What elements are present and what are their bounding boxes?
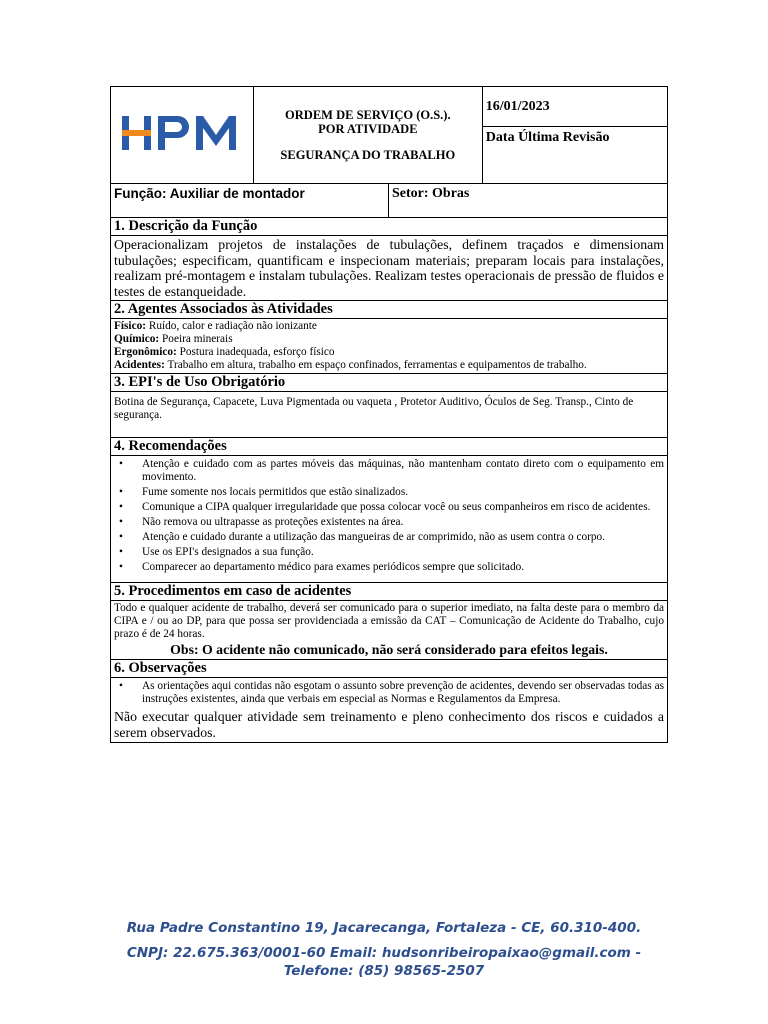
section-text: Não executar qualquer atividade sem treinamento e pleno conhecimento dos riscos e cuidados a serem observados. [114, 709, 664, 740]
revision-label: Data Última Revisão [485, 130, 610, 145]
bullet-icon: • [119, 501, 123, 513]
obs-note: Obs: O acidente não comunicado, não será considerado para efeitos legais. [170, 642, 608, 657]
list-item: • Comparecer ao departamento médico para exames periódicos sempre que solicitado. [119, 561, 525, 573]
title-cell [253, 87, 482, 184]
agent-label: Acidentes: [114, 359, 165, 371]
os-document [110, 86, 668, 743]
agent-value: Poeira minerais [159, 333, 233, 345]
section-title: 6. Observações [111, 660, 667, 678]
bullet-icon: • [119, 546, 123, 558]
agent-label: Ergonômico: [114, 346, 177, 358]
list-item: • Não remova ou ultrapasse as proteções existentes na área. [119, 516, 404, 528]
section-text: Todo e qualquer acidente de trabalho, deverá ser comunicado para o superior imediato, na falta deste para o membro da CIPA e / ou ao DP, para que possa ser providenciada a emissão da CAT – Comunicação de Acidente do Trabalho, cujo prazo é de 24 horas. [114, 602, 664, 640]
bullet-icon: • [119, 680, 123, 692]
section-text: Botina de Segurança, Capacete, Luva Pigmentada ou vaqueta , Protetor Auditivo, Óculos de Seg. Transp., Cinto de segurança. [114, 396, 634, 421]
list-item: • Use os EPI's designados a sua função. [119, 546, 314, 558]
section-title: 5. Procedimentos em caso de acidentes [111, 583, 667, 601]
list-item: • Comunique a CIPA qualquer irregularidade que possa colocar você ou seus companheiros em risco de acidentes. [119, 501, 651, 513]
section-recomendacoes [110, 438, 668, 583]
bullet-icon: • [119, 531, 123, 543]
issue-date: 16/01/2023 [483, 87, 667, 127]
agentes-list [111, 319, 667, 373]
section-observacoes [110, 660, 668, 743]
footer-contact: CNPJ: 22.675.363/0001-60 Email: hudsonribeiropaixao@gmail.com - [126, 945, 642, 961]
observacoes-body [111, 678, 667, 742]
bullet-icon: • [119, 561, 123, 573]
section-title: 4. Recomendações [111, 438, 667, 456]
section-agentes [110, 301, 668, 374]
setor-field: Setor: Obras [392, 186, 470, 201]
section-epis [110, 374, 668, 438]
procedimentos-body [111, 601, 667, 659]
agent-value: Ruído, calor e radiação não ionizante [146, 320, 317, 332]
logo-cell [111, 87, 254, 184]
section-procedimentos [110, 583, 668, 660]
list-item: • Atenção e cuidado com as partes móveis das máquinas, não mantenham contato direto com o equipamento em movimento. [119, 458, 664, 483]
footer-phone: Telefone: (85) 98565-2507 [283, 963, 485, 979]
list-item: • Atenção e cuidado durante a utilização das mangueiras de ar comprimido, não as usem contra o corpo. [119, 531, 605, 543]
agent-item [114, 320, 664, 333]
title-line-3: SEGURANÇA DO TRABALHO [280, 148, 456, 162]
bullet-icon: • [119, 516, 123, 528]
agent-label: Físico: [114, 320, 146, 332]
date-cell [482, 87, 667, 184]
agent-label: Químico: [114, 333, 160, 345]
section-title: 1. Descrição da Função [111, 218, 667, 236]
section-title: 3. EPI's de Uso Obrigatório [111, 374, 667, 392]
section-title: 2. Agentes Associados às Atividades [111, 301, 667, 319]
header-table [110, 86, 668, 184]
list-item: • Fume somente nos locais permitidos que estão sinalizados. [119, 486, 409, 498]
bullet-icon: • [119, 458, 123, 470]
agent-value: Trabalho em altura, trabalho em espaço confinados, ferramentas e equipamentos de trabalho. [164, 359, 587, 371]
funcao-row [110, 184, 668, 218]
title-line-2: POR ATIVIDADE [318, 122, 418, 136]
hpm-logo [120, 113, 244, 153]
list-item: • As orientações aqui contidas não esgotam o assunto sobre prevenção de acidentes, devendo ser observadas todas as instruções existentes, ainda que verbais em especial as Normas e Regulamentos da Empresa. [119, 680, 664, 705]
bullet-icon: • [119, 486, 123, 498]
agent-item [114, 333, 664, 346]
funcao-field: Função: Auxiliar de montador [111, 184, 389, 217]
recomendacoes-list [111, 456, 667, 582]
section-descricao [110, 218, 668, 301]
agent-item [114, 346, 664, 359]
agent-value: Postura inadequada, esforço físico [176, 346, 335, 358]
agent-item [114, 359, 664, 372]
title-line-1: ORDEM DE SERVIÇO (O.S.). [285, 108, 451, 122]
section-text: Operacionalizam projetos de instalações de tubulações, definem traçados e dimensionam tubulações; especificam, quantificam e inspecionam materiais; preparam locais para instalações, realizam pré-montagem e instalam tubulações. Realizam testes operacionais de pressão de fluidos e testes de estanqueidade. [114, 237, 664, 299]
footer-address: Rua Padre Constantino 19, Jacarecanga, Fortaleza - CE, 60.310-400. [126, 920, 642, 936]
